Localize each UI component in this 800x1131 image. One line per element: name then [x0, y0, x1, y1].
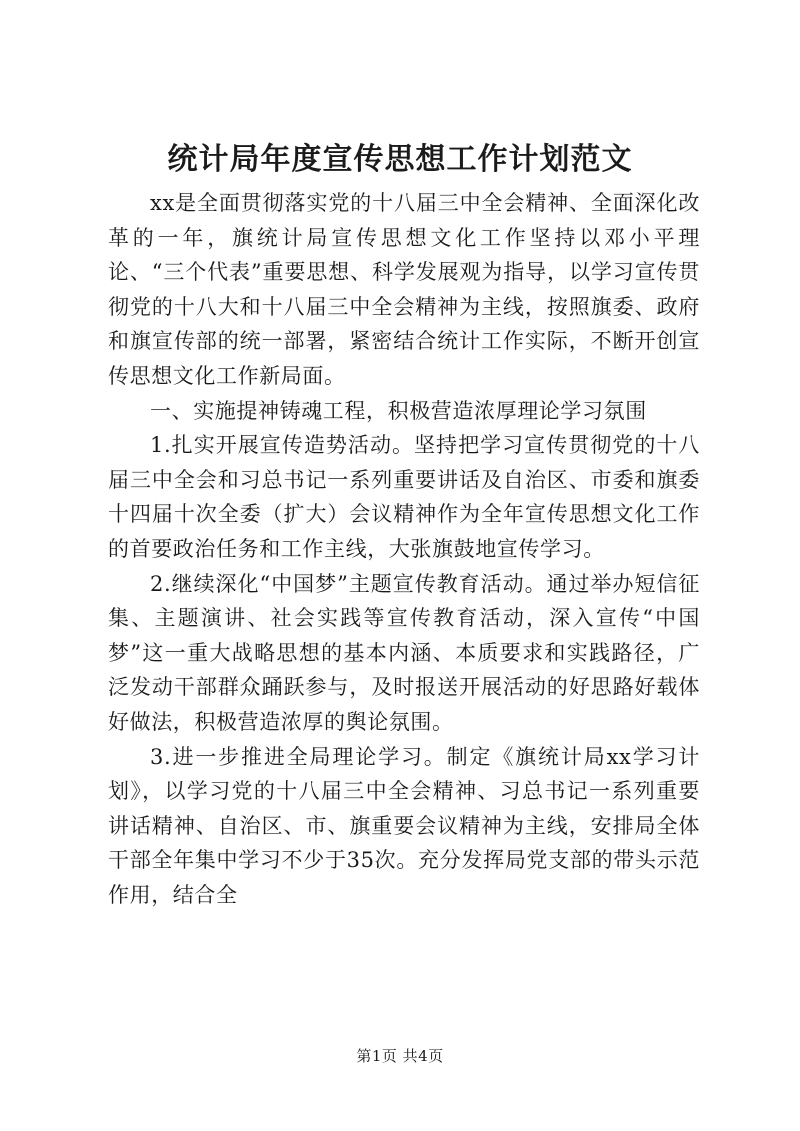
section-heading-1: 一、实施提神铸魂工程，积极营造浓厚理论学习氛围 — [150, 398, 647, 423]
paragraph-item-2: 2.继续深化“中国梦”主题宣传教育活动。通过举办短信征集、主题演讲、社会实践等宣传教育活动，深入宣传“中国梦”这一重大战略思想的基本内涵、本质要求和实践路径，广泛发动干部群众踊跃参与，及时报送开展活动的好思路好载体好做法，积极营造浓厚的舆论氛围。 — [108, 571, 700, 734]
document-title: 统计局年度宣传思想工作计划范文 — [167, 142, 633, 177]
paragraph-intro: xx是全面贯彻落实党的十八届三中全会精神、全面深化改革的一年，旗统计局宣传思想文化工作坚持以邓小平理论、“三个代表”重要思想、科学发展观为指导，以学习宣传贯彻党的十八大和十八届三中全会精神为主线，按照旗委、政府和旗宣传部的统一部署，紧密结合统计工作实际，不断开创宣传思想文化工作新局面。 — [108, 191, 700, 388]
paragraph-item-3: 3.进一步推进全局理论学习。制定《旗统计局xx学习计划》，以学习党的十八届三中全会精神、习总书记一系列重要讲话精神、自治区、市、旗重要会议精神为主线，安排局全体干部全年集中学习不少于35次。充分发挥局党支部的带头示范作用，结合全 — [108, 744, 700, 907]
document-body — [108, 186, 700, 912]
page-footer: 第1页 共4页 — [356, 1047, 444, 1065]
paragraph-item-1: 1.扎实开展宣传造势活动。坚持把学习宣传贯彻党的十八届三中全会和习总书记一系列重要讲话及自治区、市委和旗委十四届十次全委（扩大）会议精神作为全年宣传思想文化工作的首要政治任务和工作主线，大张旗鼓地宣传学习。 — [108, 433, 700, 561]
